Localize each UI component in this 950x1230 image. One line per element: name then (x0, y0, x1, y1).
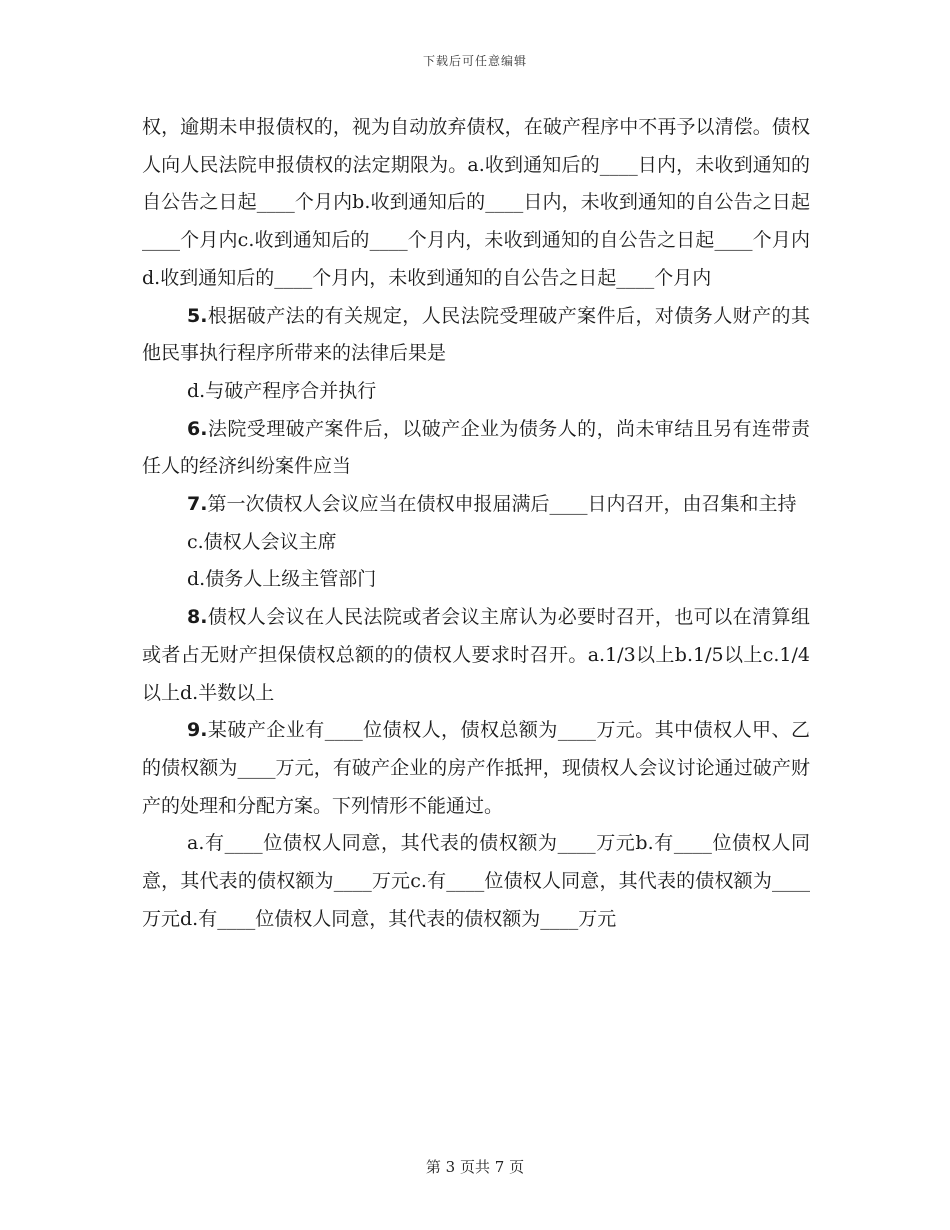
question-text: 某破产企业有____位债权人，债权总额为____万元。其中债权人甲、乙的债权额为____万元，有破产企业的房产作抵押，现债权人会议讨论通过破产财产的处理和分配方案。下列情形不能通过。 (142, 719, 810, 817)
question-9 (142, 712, 810, 825)
question-5 (142, 298, 810, 373)
paragraph-continuation (142, 109, 810, 298)
page-header: 下载后可任意编辑 (422, 54, 527, 68)
question-number: 5. (187, 304, 208, 327)
question-number: 6. (187, 417, 208, 440)
question-number: 8. (187, 606, 208, 629)
option-text: d.与破产程序合并执行 (187, 379, 377, 402)
option-d (142, 373, 810, 411)
option-c (142, 524, 810, 562)
option-d (142, 561, 810, 599)
question-9-options (142, 825, 810, 938)
question-text: 第一次债权人会议应当在债权申报届满后____日内召开，由召集和主持 (207, 493, 797, 516)
paragraph-text: 权，逾期未申报债权的，视为自动放弃债权，在破产程序中不再予以清偿。债权人向人民法院申报债权的法定期限为。a.收到通知后的____日内，未收到通知的自公告之日起____个月内b.收到通知后的____日内，未收到通知的自公告之日起____个月内c.收到通知后的____个月内，未收到通知的自公告之日起____个月内d.收到通知后的____个月内，未收到通知的自公告之日起____个月内 (142, 116, 810, 289)
option-text: c.债权人会议主席 (187, 530, 337, 553)
question-8 (142, 599, 810, 712)
question-text: 根据破产法的有关规定，人民法院受理破产案件后，对债务人财产的其他民事执行程序所带来的法律后果是 (142, 304, 810, 365)
page-footer: 第 3 页共 7 页 (425, 1158, 525, 1176)
document-body (142, 109, 810, 938)
question-text: 债权人会议在人民法院或者会议主席认为必要时召开，也可以在清算组或者占无财产担保债权总额的的债权人要求时召开。a.1/3以上b.1/5以上c.1/4以上d.半数以上 (142, 606, 810, 704)
question-7 (142, 486, 810, 524)
option-text: a.有____位债权人同意，其代表的债权额为____万元b.有____位债权人同意，其代表的债权额为____万元c.有____位债权人同意，其代表的债权额为____万元d.有____位债权人同意，其代表的债权额为____万元 (142, 832, 810, 930)
question-number: 9. (187, 719, 208, 742)
option-text: d.债务人上级主管部门 (187, 568, 377, 591)
question-text: 法院受理破产案件后，以破产企业为债务人的，尚未审结且另有连带责任人的经济纠纷案件应当 (142, 417, 810, 478)
question-number: 7. (187, 493, 208, 516)
question-6 (142, 411, 810, 486)
